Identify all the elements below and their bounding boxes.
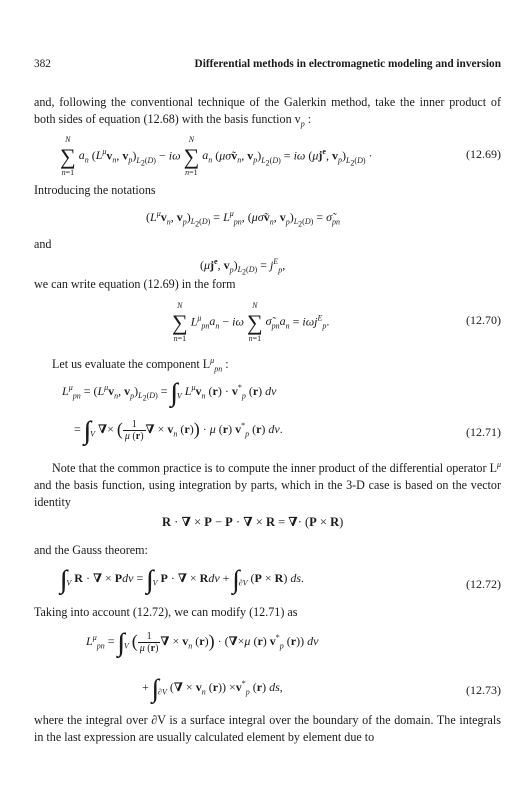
equation-notations: ($L^\mu v_n$, $v_p)_{L_2(D)} = L^\mu_{pn}$, ($\mu\sigmãv_n$, $v_p)_{L_2(D)}$ = $\sigmã_{pn}$ (146, 209, 340, 229)
paragraph-surface-integral: where the integral over ∂V is a surface integral over the boundary of the domain. The integrals in the last expression are usually calculated element by element due to (34, 713, 501, 744)
equation-12-71-line-1: $L^\mu_{pn} = (L^\mu v_n$, $v_p)_{L_2(D)}$ = ∫∫∫ $_V$ $L^\mu v_n$ $(r) \cdot v^*_p$ (r) dv (62, 378, 277, 407)
equation-source-term: ($\mu j^e$, $v_p)_{L_2(D)} = j^E_p$, (200, 257, 286, 277)
equation-12-70: N ∑ n=1 $L^\mu_{pn}a_n - i\omega$ N ∑ n=1 $\sigmã_{pn}a_n = i\omega j^E_p$. (12.70) (172, 301, 501, 343)
paragraph-intro: and, following the conventional technique of the Galerkin method, take the inner product of both sides of equation (12.68) with the basis function $v_p$ : (34, 95, 501, 129)
paragraph-modify: Taking into account (12.72), we can modify (12.71) as (34, 605, 298, 619)
equation-number: (12.73) (466, 683, 501, 697)
equation-vector-identity: R · ∇ × P − P · ∇ × R = ∇· (P × R) (162, 515, 344, 529)
paragraph-note: Note that the common practice is to compute the inner product of the differential operator $L^\mu$ and the basis function, using integration by parts, which in the 3-D case is based on the vector identity (34, 460, 501, 510)
paragraph-gauss: and the Gauss theorem: (34, 543, 148, 557)
page-header (34, 58, 501, 70)
page-number: 382 (34, 58, 51, 70)
equation-12-73-line-2: + ∫∫ $_{\partial V}$ (∇ × $v_n$ $(r)) \times v^*_p$ (r) ds, (12.73) (142, 674, 501, 703)
paragraph-notations: Introducing the notations (34, 183, 156, 197)
paragraph-evaluate: Let us evaluate the component $L^\mu_{pn}$ : (52, 356, 229, 374)
equation-12-69: N ∑ n=1 $a_n$ ($L^\mu v_n$, $v_p)_{L_2(D)} - i\omega$ N ∑ n=1 $a_n$ ($\mu\sigmãv_n$, $v_p)_{L_2(D)} = i\omega$ ($\mu j^e$, $v_p)_{L_2(D)}$ · (12.69) (60, 135, 501, 177)
paragraph-and: and (34, 237, 52, 251)
paragraph-form: we can write equation (12.69) in the form (34, 277, 236, 291)
equation-12-72: ∫∫∫ $_V$ R · ∇ × Pdv = ∫∫∫ $_V$ P · ∇ × Rdv + ∫∫ $_{\partial V}$ (P × R) ds. (12.72) (60, 565, 501, 594)
equation-number: (12.72) (466, 577, 501, 591)
equation-number: (12.70) (466, 313, 501, 327)
equation-12-71-line-2: = ∫∫∫ $_V$ ∇× ( $\frac{1}{\mu (r)}$ ∇ × $v_n$ (r)) · μ (r) $v^*_p$ (r) dv. (12.71) (74, 416, 501, 445)
equation-number: (12.69) (466, 147, 501, 161)
running-title: Differential methods in electromagnetic modeling and inversion (194, 58, 501, 70)
equation-number: (12.71) (466, 425, 501, 439)
equation-12-73-line-1: $L^\mu_{pn}$ = ∫∫∫ $_V$ ( $\frac{1}{\mu (r)}$ ∇ × $v_n$ (r)) · (∇×μ (r) $v^*_p$ (r)) dv (86, 628, 319, 657)
